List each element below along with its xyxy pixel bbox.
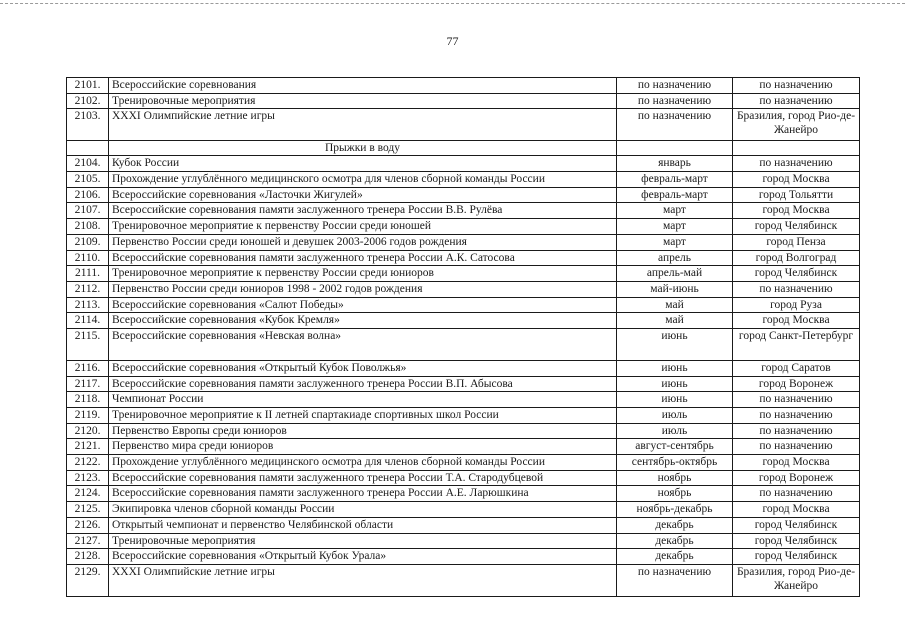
table-row: [67, 470, 860, 486]
row-number: 2128.: [67, 549, 109, 565]
event-place: город Воронеж: [733, 376, 860, 392]
event-place: город Челябинск: [733, 549, 860, 565]
event-name: Кубок России: [109, 156, 617, 172]
event-name: Всероссийские соревнования «Ласточки Жигулей»: [109, 187, 617, 203]
table-row: [67, 109, 860, 141]
table-row: [67, 517, 860, 533]
row-number: 2119.: [67, 408, 109, 424]
row-number: 2108.: [67, 219, 109, 235]
table-row: [67, 455, 860, 471]
event-name: Чемпионат России: [109, 392, 617, 408]
schedule-table: [66, 77, 860, 597]
event-place: город Руза: [733, 297, 860, 313]
row-number: 2105.: [67, 172, 109, 188]
table-row: [67, 408, 860, 424]
event-place: Бразилия, город Рио-де-Жанейро: [733, 109, 860, 141]
event-date: июнь: [617, 360, 733, 376]
event-date: декабрь: [617, 517, 733, 533]
table-row: [67, 219, 860, 235]
event-name: Первенство мира среди юниоров: [109, 439, 617, 455]
table-row: [67, 439, 860, 455]
row-number: 2102.: [67, 93, 109, 109]
table-row: [67, 203, 860, 219]
table-row: [67, 360, 860, 376]
table-row: [67, 156, 860, 172]
event-date: сентябрь-октябрь: [617, 455, 733, 471]
event-name: Всероссийские соревнования «Невская волна»: [109, 328, 617, 360]
table-row: [67, 376, 860, 392]
event-place: город Москва: [733, 502, 860, 518]
event-name: Первенство Европы среди юниоров: [109, 423, 617, 439]
event-place: по назначению: [733, 93, 860, 109]
event-date: по назначению: [617, 78, 733, 94]
event-place: город Санкт-Петербург: [733, 328, 860, 360]
row-number: 2124.: [67, 486, 109, 502]
event-name: Первенство России среди юношей и девушек 2003-2006 годов рождения: [109, 234, 617, 250]
event-name: Всероссийские соревнования «Кубок Кремля»: [109, 313, 617, 329]
section-title: Прыжки в воду: [109, 141, 617, 156]
event-date: июль: [617, 408, 733, 424]
event-name: Тренировочное мероприятие к первенству России среди юношей: [109, 219, 617, 235]
table-row: [67, 486, 860, 502]
event-date: июнь: [617, 376, 733, 392]
row-number: 2111.: [67, 266, 109, 282]
event-place: по назначению: [733, 281, 860, 297]
event-place: город Москва: [733, 203, 860, 219]
row-number: 2121.: [67, 439, 109, 455]
event-name: Всероссийские соревнования памяти заслуженного тренера России А.К. Сатосова: [109, 250, 617, 266]
row-number: 2107.: [67, 203, 109, 219]
table-row: [67, 250, 860, 266]
table-row: [67, 281, 860, 297]
event-date: ноябрь: [617, 470, 733, 486]
section-row: [67, 141, 860, 156]
section-place-cell: [733, 141, 860, 156]
row-number: 2129.: [67, 564, 109, 596]
table-row: [67, 313, 860, 329]
event-date: март: [617, 234, 733, 250]
row-number: 2109.: [67, 234, 109, 250]
event-name: Первенство России среди юниоров 1998 - 2002 годов рождения: [109, 281, 617, 297]
event-date: июнь: [617, 392, 733, 408]
event-date: март: [617, 203, 733, 219]
event-name: Всероссийские соревнования памяти заслуженного тренера России В.П. Абысова: [109, 376, 617, 392]
table-row: [67, 549, 860, 565]
schedule-body: [67, 78, 860, 597]
event-date: по назначению: [617, 93, 733, 109]
event-date: май-июнь: [617, 281, 733, 297]
event-name: Всероссийские соревнования памяти заслуженного тренера России В.В. Рулёва: [109, 203, 617, 219]
event-date: апрель-май: [617, 266, 733, 282]
table-row: [67, 423, 860, 439]
table-row: [67, 78, 860, 94]
table-row: [67, 234, 860, 250]
event-date: июль: [617, 423, 733, 439]
event-name: XXXI Олимпийские летние игры: [109, 109, 617, 141]
row-number: 2103.: [67, 109, 109, 141]
event-date: декабрь: [617, 533, 733, 549]
section-num-cell: [67, 141, 109, 156]
table-row: [67, 502, 860, 518]
event-name: Всероссийские соревнования памяти заслуженного тренера России А.Е. Ларюшкина: [109, 486, 617, 502]
event-name: Тренировочное мероприятие к первенству России среди юниоров: [109, 266, 617, 282]
table-row: [67, 533, 860, 549]
event-name: Всероссийские соревнования: [109, 78, 617, 94]
event-place: по назначению: [733, 408, 860, 424]
event-name: XXXI Олимпийские летние игры: [109, 564, 617, 596]
event-name: Всероссийские соревнования памяти заслуженного тренера России Т.А. Стародубцевой: [109, 470, 617, 486]
event-date: август-сентябрь: [617, 439, 733, 455]
row-number: 2101.: [67, 78, 109, 94]
row-number: 2127.: [67, 533, 109, 549]
event-place: по назначению: [733, 392, 860, 408]
table-row: [67, 172, 860, 188]
event-date: май: [617, 297, 733, 313]
event-name: Тренировочные мероприятия: [109, 533, 617, 549]
event-place: город Тольятти: [733, 187, 860, 203]
section-date-cell: [617, 141, 733, 156]
event-date: по назначению: [617, 109, 733, 141]
event-place: город Челябинск: [733, 266, 860, 282]
row-number: 2122.: [67, 455, 109, 471]
row-number: 2106.: [67, 187, 109, 203]
row-number: 2123.: [67, 470, 109, 486]
event-date: февраль-март: [617, 172, 733, 188]
table-row: [67, 93, 860, 109]
row-number: 2125.: [67, 502, 109, 518]
top-scan-line: [0, 3, 905, 4]
row-number: 2117.: [67, 376, 109, 392]
event-place: город Челябинск: [733, 517, 860, 533]
row-number: 2113.: [67, 297, 109, 313]
event-place: по назначению: [733, 156, 860, 172]
table-row: [67, 187, 860, 203]
event-date: декабрь: [617, 549, 733, 565]
row-number: 2114.: [67, 313, 109, 329]
event-date: ноябрь-декабрь: [617, 502, 733, 518]
event-date: май: [617, 313, 733, 329]
event-date: март: [617, 219, 733, 235]
event-place: город Пенза: [733, 234, 860, 250]
table-row: [67, 564, 860, 596]
table-row: [67, 328, 860, 360]
event-name: Всероссийские соревнования «Салют Победы»: [109, 297, 617, 313]
event-place: по назначению: [733, 78, 860, 94]
page-number: 77: [446, 34, 459, 48]
event-name: Экипировка членов сборной команды России: [109, 502, 617, 518]
event-name: Всероссийские соревнования «Открытый Кубок Поволжья»: [109, 360, 617, 376]
event-date: июнь: [617, 328, 733, 360]
row-number: 2120.: [67, 423, 109, 439]
row-number: 2116.: [67, 360, 109, 376]
event-place: город Москва: [733, 313, 860, 329]
event-place: город Волгоград: [733, 250, 860, 266]
table-row: [67, 266, 860, 282]
event-date: январь: [617, 156, 733, 172]
event-name: Открытый чемпионат и первенство Челябинской области: [109, 517, 617, 533]
row-number: 2112.: [67, 281, 109, 297]
event-name: Прохождение углублённого медицинского осмотра для членов сборной команды России: [109, 455, 617, 471]
event-place: по назначению: [733, 486, 860, 502]
event-place: город Воронеж: [733, 470, 860, 486]
event-date: февраль-март: [617, 187, 733, 203]
event-date: по назначению: [617, 564, 733, 596]
event-place: Бразилия, город Рио-де-Жанейро: [733, 564, 860, 596]
row-number: 2104.: [67, 156, 109, 172]
event-date: ноябрь: [617, 486, 733, 502]
table-row: [67, 392, 860, 408]
event-place: по назначению: [733, 423, 860, 439]
event-name: Тренировочные мероприятия: [109, 93, 617, 109]
row-number: 2110.: [67, 250, 109, 266]
event-place: город Москва: [733, 455, 860, 471]
row-number: 2126.: [67, 517, 109, 533]
event-place: по назначению: [733, 439, 860, 455]
event-name: Всероссийские соревнования «Открытый Кубок Урала»: [109, 549, 617, 565]
row-number: 2115.: [67, 328, 109, 360]
event-place: город Челябинск: [733, 533, 860, 549]
row-number: 2118.: [67, 392, 109, 408]
event-name: Тренировочное мероприятие к II летней спартакиаде спортивных школ России: [109, 408, 617, 424]
event-place: город Москва: [733, 172, 860, 188]
event-date: апрель: [617, 250, 733, 266]
event-place: город Саратов: [733, 360, 860, 376]
event-name: Прохождение углублённого медицинского осмотра для членов сборной команды России: [109, 172, 617, 188]
event-place: город Челябинск: [733, 219, 860, 235]
table-row: [67, 297, 860, 313]
